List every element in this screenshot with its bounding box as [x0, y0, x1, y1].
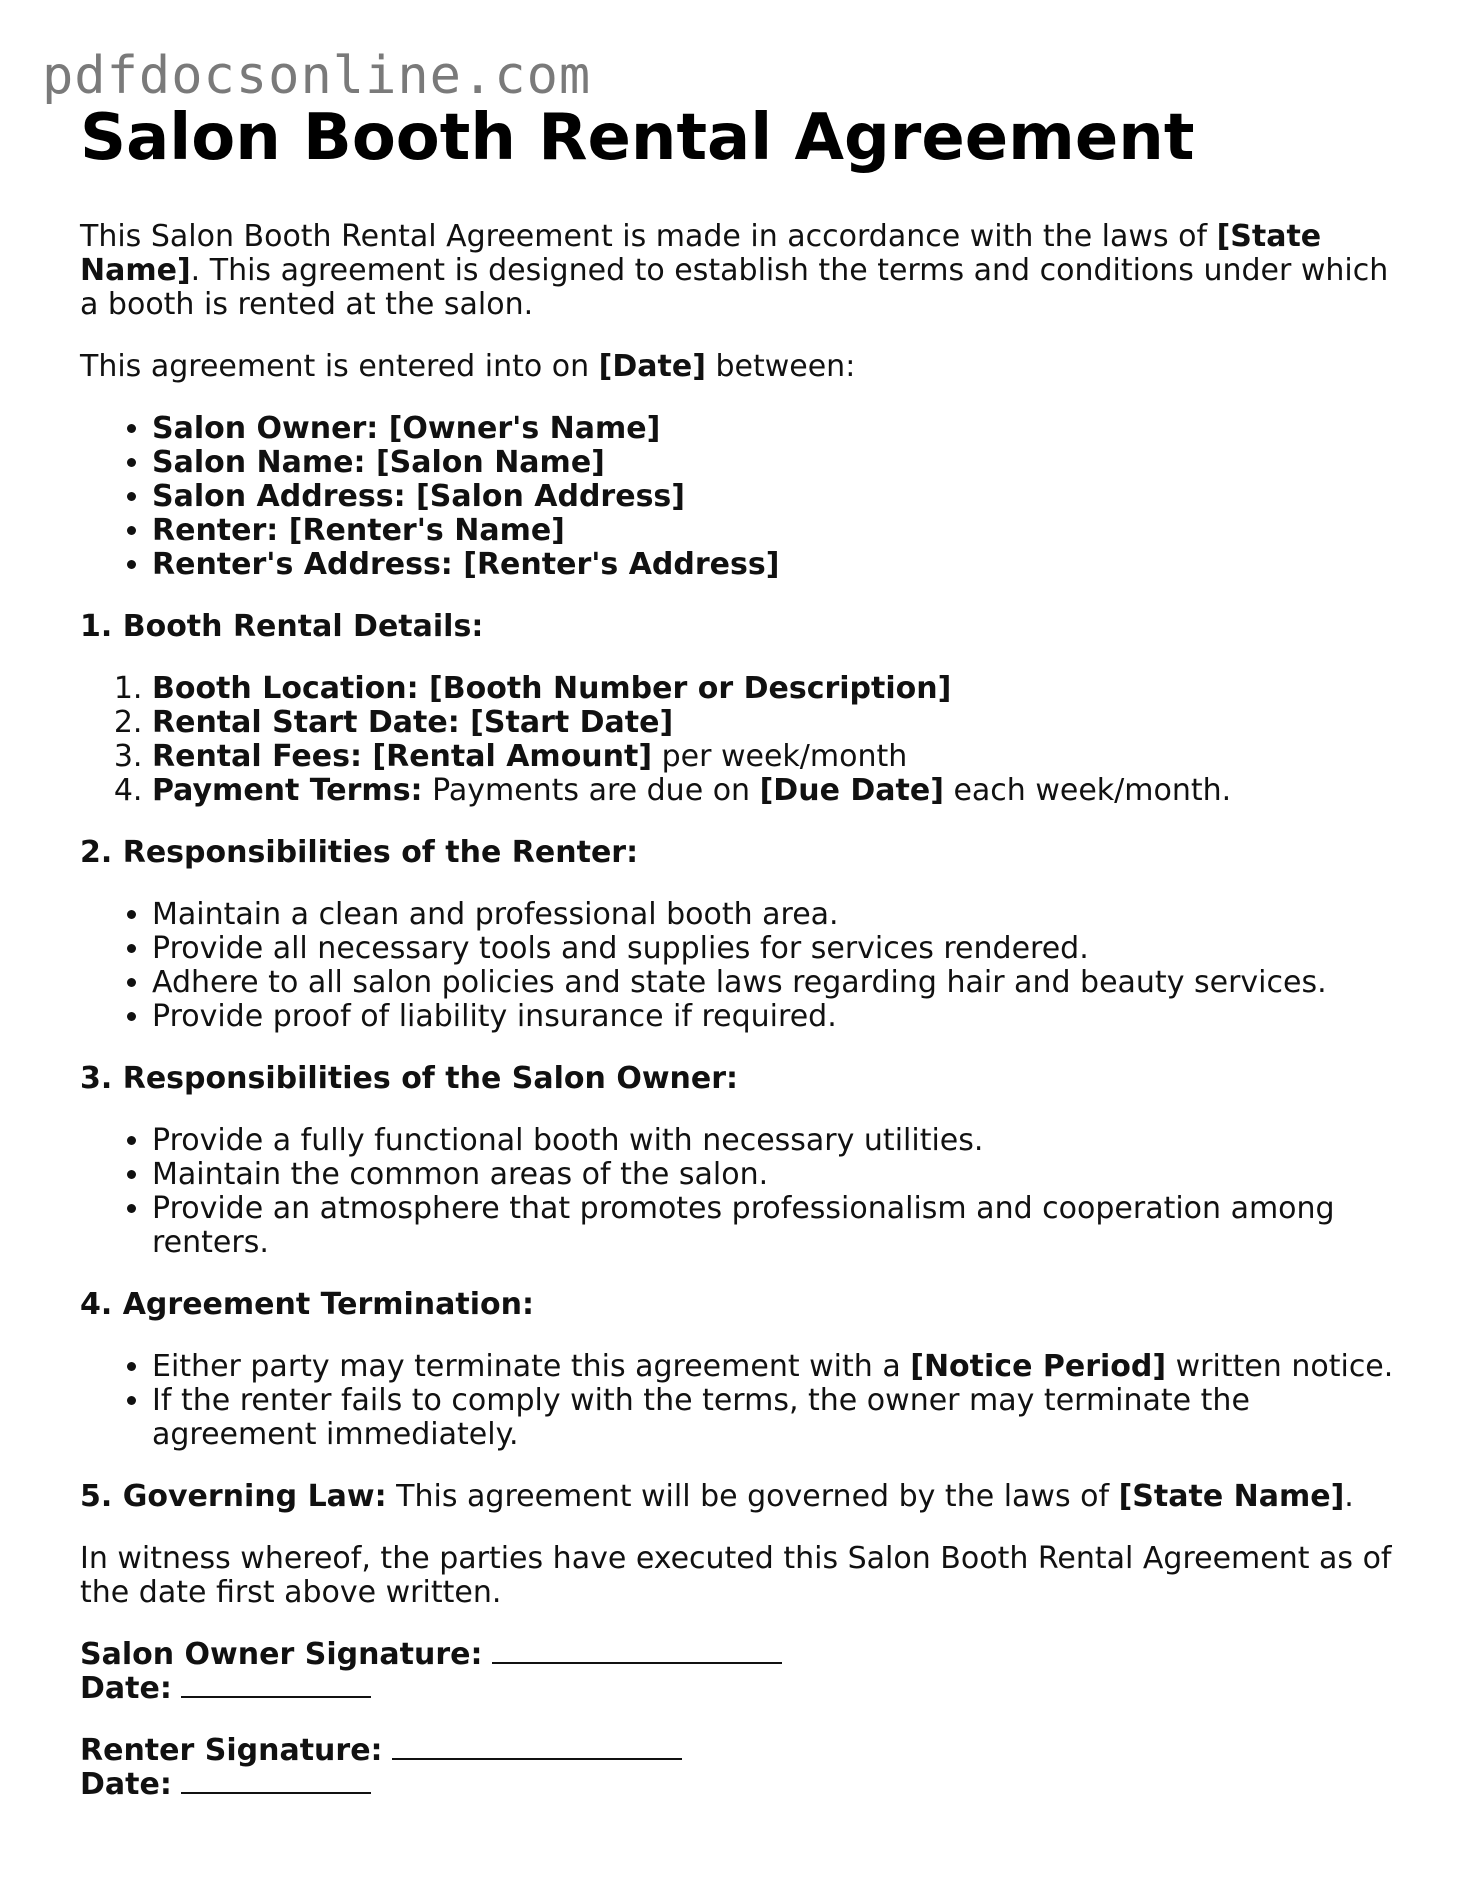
list-item: • Adhere to all salon policies and state laws regarding hair and beauty services.: [152, 966, 1400, 1000]
intro-paragraph: [80, 220, 1400, 322]
witness-paragraph: In witness whereof, the parties have executed this Salon Booth Rental Agreement as of the date first above written.: [80, 1541, 1392, 1610]
owner-signature-line: [80, 1638, 1400, 1672]
list-item: [152, 548, 1400, 582]
intro-text-end: . This agreement is designed to establish the terms and conditions under which a booth is rented at the salon.: [80, 253, 1389, 322]
item-text: Payments are due on: [422, 773, 760, 808]
owner-signature-block: [80, 1638, 1400, 1706]
list-item: [152, 514, 1400, 548]
renter-signature-block: [80, 1734, 1400, 1802]
party-salon-name: Salon Name: [Salon Name]: [152, 445, 605, 480]
renter-date-blank[interactable]: [181, 1788, 371, 1794]
item-text: per week/month: [652, 739, 908, 774]
list-item: [152, 480, 1400, 514]
list-item: • If the renter fails to comply with the terms, the owner may terminate the agreement immediately.: [152, 1384, 1400, 1452]
party-salon-address: Salon Address: [Salon Address]: [152, 479, 685, 514]
renter-signature-label: Renter Signature:: [80, 1733, 383, 1768]
party-renter-address: Renter's Address: [Renter's Address]: [152, 547, 780, 582]
owner-signature-blank[interactable]: [492, 1658, 782, 1664]
state-placeholder: [State Name]: [80, 219, 1322, 288]
booth-rental-list: [80, 672, 1400, 808]
item-text: Either party may terminate this agreement with a: [152, 1349, 911, 1384]
date-placeholder: [Date]: [598, 349, 706, 384]
section-heading-termination: 4. Agreement Termination:: [80, 1287, 534, 1322]
list-item: • Provide an atmosphere that promotes professionalism and cooperation among renters.: [152, 1192, 1400, 1260]
list-item: • Maintain the common areas of the salon.: [152, 1158, 1400, 1192]
list-item: [152, 1350, 1400, 1384]
item-label: Booth Location: [Booth Number or Description]: [152, 671, 952, 706]
renter-signature-line: [80, 1734, 1400, 1768]
entered-text: This agreement is entered into on: [80, 349, 599, 384]
termination-list: [80, 1350, 1400, 1452]
renter-responsibilities-list: [80, 898, 1400, 1034]
state-placeholder: [State Name]: [1118, 1479, 1345, 1514]
owner-signature-label: Salon Owner Signature:: [80, 1637, 483, 1672]
signature-section: [80, 1638, 1400, 1802]
item-text: written notice.: [1166, 1349, 1394, 1384]
party-renter: Renter: [Renter's Name]: [152, 513, 565, 548]
owner-responsibilities-list: [80, 1124, 1400, 1260]
party-owner: Salon Owner: [Owner's Name]: [152, 411, 661, 446]
list-item: [152, 412, 1400, 446]
parties-list: [80, 412, 1400, 582]
governing-law-heading: 5. Governing Law:: [80, 1479, 387, 1514]
owner-date-line: [80, 1672, 1400, 1706]
list-item: • Provide proof of liability insurance if required.: [152, 1000, 1400, 1034]
item-text: each week/month.: [943, 773, 1232, 808]
item-label: Rental Start Date: [Start Date]: [152, 705, 674, 740]
list-item: [152, 672, 1400, 706]
list-item: [152, 706, 1400, 740]
owner-date-blank[interactable]: [181, 1692, 371, 1698]
renter-date-line: [80, 1768, 1400, 1802]
due-date-placeholder: [Due Date]: [759, 773, 944, 808]
list-item: [152, 774, 1400, 808]
section-heading-renter-responsibilities: 2. Responsibilities of the Renter:: [80, 835, 639, 870]
document-title: Salon Booth Rental Agreement: [80, 101, 1195, 175]
notice-period-placeholder: [Notice Period]: [910, 1349, 1167, 1384]
item-label: Payment Terms:: [152, 773, 423, 808]
governing-law-text: This agreement will be governed by the laws of: [386, 1479, 1119, 1514]
item-label: Rental Fees: [Rental Amount]: [152, 739, 653, 774]
renter-date-label: Date:: [80, 1767, 172, 1802]
list-item: • Maintain a clean and professional booth area.: [152, 898, 1400, 932]
watermark: pdfdocsonline.com: [42, 46, 592, 106]
entered-text-end: between:: [705, 349, 856, 384]
list-item: [152, 446, 1400, 480]
owner-date-label: Date:: [80, 1671, 172, 1706]
list-item: • Provide all necessary tools and supplies for services rendered.: [152, 932, 1400, 966]
governing-law-paragraph: [80, 1480, 1400, 1514]
list-item: [152, 740, 1400, 774]
document-page: [80, 100, 1400, 1830]
section-heading-owner-responsibilities: 3. Responsibilities of the Salon Owner:: [80, 1061, 739, 1096]
section-heading-booth-rental: 1. Booth Rental Details:: [80, 609, 484, 644]
intro-text: This Salon Booth Rental Agreement is made in accordance with the laws of: [80, 219, 1217, 254]
list-item: • Provide a fully functional booth with necessary utilities.: [152, 1124, 1400, 1158]
governing-law-text-end: .: [1344, 1479, 1354, 1514]
renter-signature-blank[interactable]: [392, 1754, 682, 1760]
entered-paragraph: [80, 350, 1400, 384]
